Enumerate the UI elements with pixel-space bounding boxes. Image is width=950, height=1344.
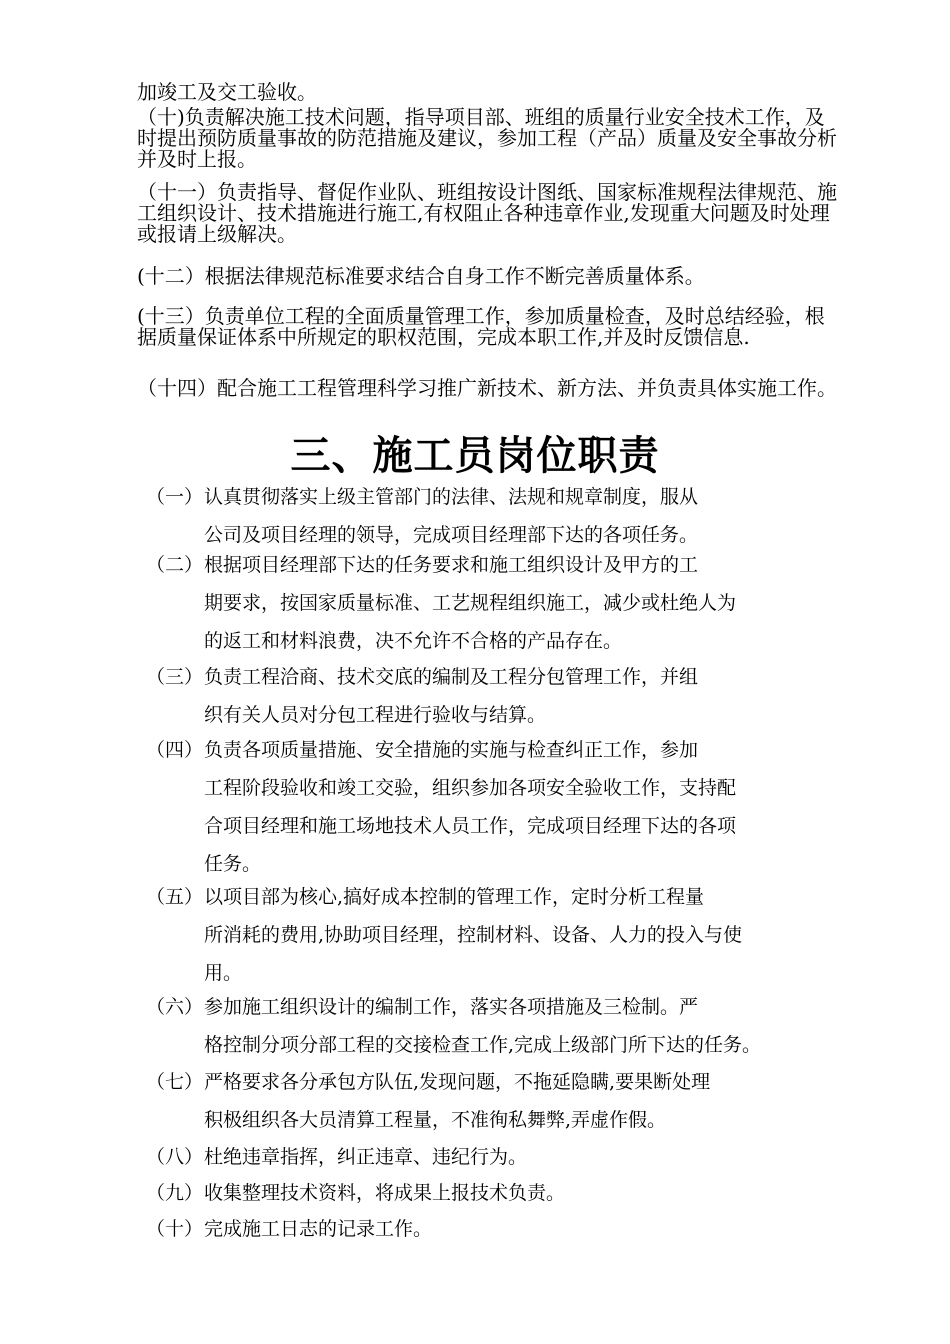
item-number: （一）: [146, 486, 204, 508]
item-text: 负责各项质量措施、安全措施的实施与检查纠正工作，参加 工程阶段验收和竣工交验，组织参加各项安全验收工作，支持配 合项目经理和施工场地技术人员工作，完成项目经理下达的各项 任务。: [204, 739, 737, 875]
item-number: （四）: [146, 739, 204, 761]
item-number: （七）: [146, 1071, 204, 1093]
item-text: 根据项目经理部下达的任务要求和施工组织设计及甲方的工 期要求，按国家质量标准、工艺规程组织施工，减少或杜绝人为 的返工和材料浪费，决不允许不合格的产品存在。: [204, 554, 737, 652]
item-number: （十）: [146, 1218, 204, 1240]
item-text: 杜绝违章指挥，纠正违章、违纪行为。: [204, 1146, 528, 1168]
paragraph-item-14: （十四）配合施工工程管理科学习推广新技术、新方法、并负责具体实施工作。: [137, 376, 837, 400]
item-text: 严格要求各分承包方队伍,发现问题，不拖延隐瞒,要果断处理 积极组织各大员清算工程量，不准徇私舞弊,弄虚作假。: [204, 1071, 711, 1131]
item-text: 参加施工组织设计的编制工作，落实各项措施及三检制。严 格控制分项分部工程的交接检查工作,完成上级部门所下达的任务。: [204, 996, 762, 1056]
paragraph-continuation: 加竣工及交工验收。: [137, 80, 317, 104]
item-number: （八）: [146, 1146, 204, 1168]
item-number: （九）: [146, 1182, 204, 1204]
paragraph-item-12: (十二）根据法律规范标准要求结合自身工作不断完善质量体系。: [137, 264, 705, 288]
item-number: （六）: [146, 996, 204, 1018]
item-number: （五）: [146, 886, 204, 908]
section-title: 三、施工员岗位职责: [290, 432, 660, 479]
item-number: （二）: [146, 554, 204, 576]
paragraph-item-11: （十一）负责指导、督促作业队、班组按设计图纸、国家标准规程法律规范、施工组织设计、技术措施进行施工,有权阻止各种违章作业,发现重大问题及时处理或报请上级解决。: [137, 180, 837, 246]
paragraph-item-10: （十)负责解决施工技术问题，指导项目部、班组的质量行业安全技术工作，及时提出预防质量事故的防范措施及建议，参加工程（产品）质量及安全事故分析并及时上报。: [137, 105, 837, 171]
item-text: 认真贯彻落实上级主管部门的法律、法规和规章制度，服从 公司及项目经理的领导，完成项目经理部下达的各项任务。: [204, 486, 699, 546]
item-text: 负责工程洽商、技术交底的编制及工程分包管理工作，并组 织有关人员对分包工程进行验收与结算。: [204, 666, 699, 726]
paragraph-item-13: (十三）负责单位工程的全面质量管理工作，参加质量检查，及时总结经验，根据质量保证体系中所规定的职权范围，完成本职工作,并及时反馈信息.: [137, 304, 825, 349]
item-text: 完成施工日志的记录工作。: [204, 1218, 433, 1240]
item-text: 以项目部为核心,搞好成本控制的管理工作，定时分析工程量 所消耗的费用,协助项目经理，控制材料、设备、人力的投入与使 用。: [204, 886, 743, 984]
item-text: 收集整理技术资料，将成果上报技术负责。: [204, 1182, 566, 1204]
item-number: （三）: [146, 666, 204, 688]
